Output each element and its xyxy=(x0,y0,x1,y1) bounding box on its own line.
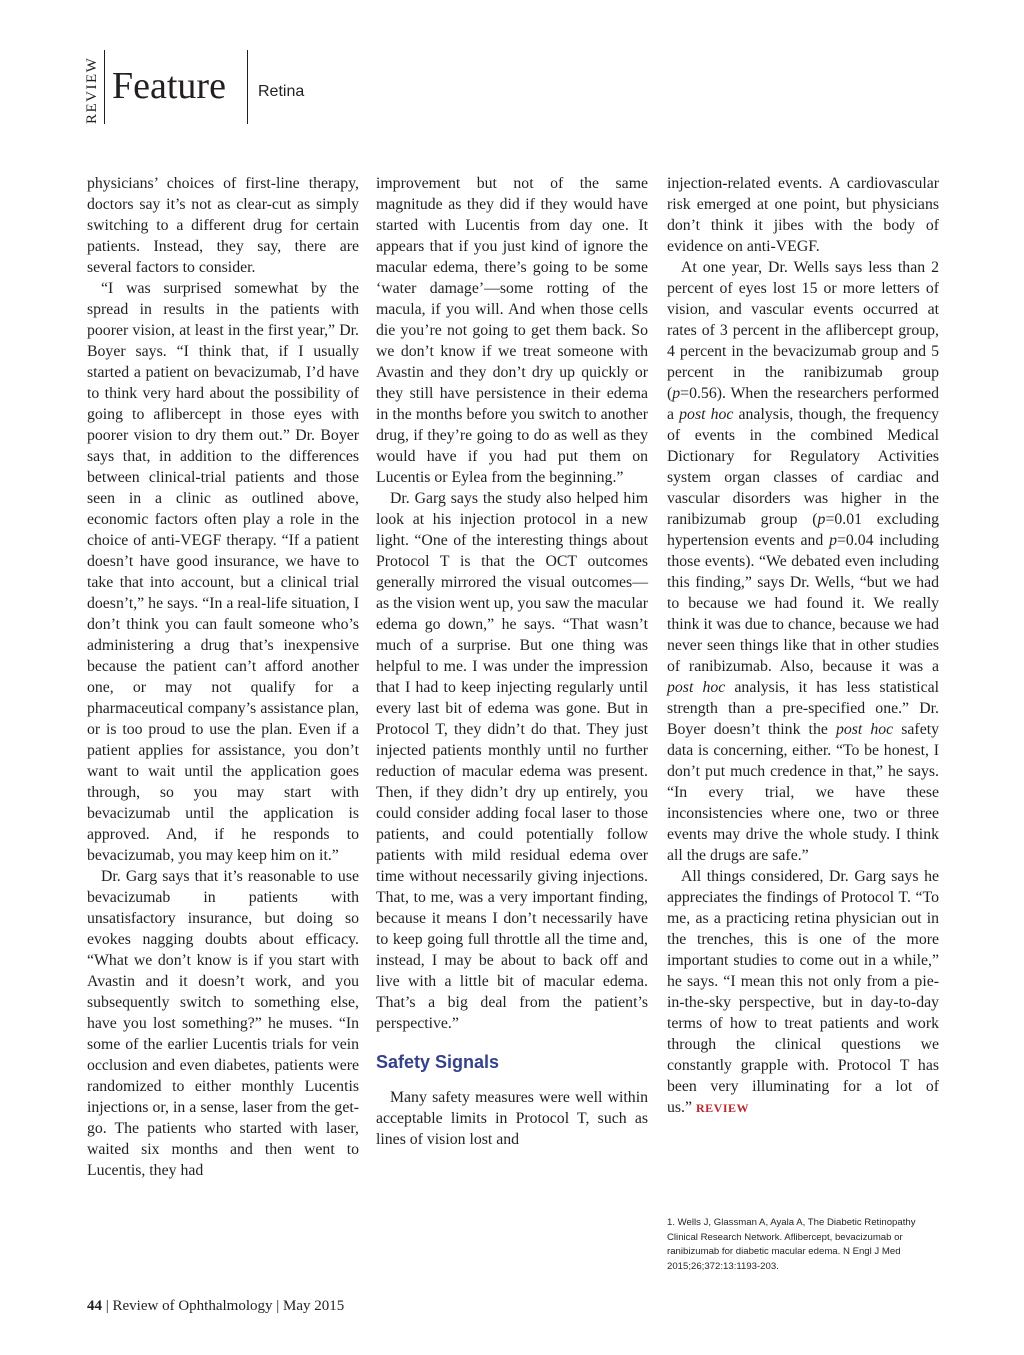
page-number: 44 xyxy=(87,1298,102,1314)
paragraph: Dr. Garg says that it’s reasonable to use bevacizumab in patients with unsatisfactory insurance, but doing so evokes nagging doubts about efficacy. “What we don’t know is if you start with Avastin and it doesn’t work, and you subsequently switch to something else, have you lost something?” he muses. “In some of the earlier Lucentis trials for vein occlusion and even diabetes, patients were randomized to either monthly Lucentis injections or, in a sense, laser from the get-go. The patients who started with laser, waited six months and then went to Lucentis, they had xyxy=(87,868,359,1179)
feature-title: Feature xyxy=(112,65,226,107)
end-mark: REVIEW xyxy=(696,1101,750,1115)
footer-separator: | xyxy=(276,1298,280,1314)
paragraph: Dr. Garg says the study also helped him look at his injection protocol in a new light. “One of the interesting things about Protocol T is that the OCT outcomes generally mirrored the visual outcomes—as the vision went up, you saw the macular edema go down,” he says. “That wasn’t much of a surprise. But one thing was helpful to me. I was under the impression that I had to keep injecting regularly until every last bit of edema was gone. But in Protocol T, they didn’t do that. They just injected patients monthly until no further reduction of macular edema was present. Then, if they didn’t dry up entirely, you could consider adding focal laser to those patients, and could potentially follow patients with mild residual edema over time without necessarily giving injections. That, to me, was a very important finding, because it means I don’t necessarily have to keep going full throttle all the time and, instead, I may be about to back off and live with a little bit of macular edema. That’s a big deal from the patient’s perspective.” xyxy=(376,490,648,1032)
publication-name: Review of Ophthalmology xyxy=(112,1298,273,1314)
paragraph: “I was surprised somewhat by the spread in results in the patients with poorer vision, at least in the first year,” Dr. Boyer says. “I think that, if I usually started a patient on bevacizumab, I’d have to think very hard about the possibility of going to aflibercept in those eyes with poorer vision to dry them out.” Dr. Boyer says that, in addition to the differences between clinical-trial patients and those seen in a clinic as outlined above, economic factors often play a role in the choice of anti-VEGF therapy. “If a patient doesn’t have good insurance, we have to take that into account, but a clinical trial doesn’t,” he says. “In a real-life situation, I don’t think you can fault someone who’s administering a drug that’s inexpensive because the patient can’t afford another one, or may not qualify for a pharmaceutical company’s assistance plan, or is too proud to use the plan. Even if a patient applies for assistance, you don’t want to wait until the application goes through, so you may start with bevacizumab until the application is approved. And, if he responds to bevacizumab, you may keep him on it.” xyxy=(87,280,359,864)
paragraph: injection-related events. A cardiovascular risk emerged at one point, but physicians don’t think it jibes with the body of evidence on anti-VEGF. xyxy=(667,175,939,255)
header-divider-right xyxy=(247,50,248,124)
issue-date: May 2015 xyxy=(283,1298,345,1314)
footer-separator: | xyxy=(105,1298,109,1314)
section-label: Retina xyxy=(258,83,305,100)
article-column-2 xyxy=(376,173,648,1150)
paragraph: Many safety measures were well within acceptable limits in Protocol T, such as lines of vision lost and xyxy=(376,1089,648,1148)
paragraph: All things considered, Dr. Garg says he appreciates the findings of Protocol T. “To me, as a practicing retina physician out in the trenches, this is one of the more important studies to come out in a while,” he says. “I mean this not only from a pie-in-the-sky perspective, but in day-to-day terms of how to treat patients and work through the clinical questions we constantly grapple with. Protocol T has been very illuminating for a lot of us.” REVIEW xyxy=(667,868,939,1116)
header-divider-left xyxy=(104,50,105,124)
paragraph: improvement but not of the same magnitude as they did if they would have started with Lucentis from day one. It appears that if you just kind of ignore the macular edema, there’s going to be some ‘water damage’—some rotting of the macula, if you will. And when those cells die you’re not going to get them back. So we don’t know if we treat someone with Avastin and they don’t dry up quickly or they still have persistence in their edema in the months before you switch to another drug, if they’re going to do as well as they would have if you had put them on Lucentis or Eylea from the beginning.” xyxy=(376,175,648,486)
article-column-3 xyxy=(667,173,939,1119)
page-footer xyxy=(87,1298,344,1315)
paragraph: physicians’ choices of first-line therapy, doctors say it’s not as clear-cut as simply switching to a different drug for certain patients. Instead, they say, there are several factors to consider. xyxy=(87,175,359,276)
article-column-1 xyxy=(87,173,359,1181)
magazine-vertical-label: REVIEW xyxy=(84,56,100,124)
paragraph: At one year, Dr. Wells says less than 2 percent of eyes lost 15 or more letters of vision, and vascular events occurred at rates of 3 percent in the aflibercept group, 4 percent in the bevacizumab group and 5 percent in the ranibizumab group (p=0.56). When the researchers performed a post hoc analysis, though, the frequency of events in the combined Medical Dictionary for Regulatory Activities system organ classes of cardiac and vascular disorders was higher in the ranibizumab group (p=0.01 excluding hypertension events and p=0.04 including those events). “We debated even including this finding,” says Dr. Wells, “but we had to because we had found it. We really think it was due to chance, because we had never seen things like that in other studies of ranibizumab. Also, because it was a post hoc analysis, it has less statistical strength than a pre-specified one.” Dr. Boyer doesn’t think the post hoc safety data is concerning, either. “To be honest, I don’t put much credence in that,” he says. “In every trial, we have these inconsistencies where one, two or three events may drive the whole study. I think all the drugs are safe.” xyxy=(667,259,940,864)
reference-note: 1. Wells J, Glassman A, Ayala A, The Diabetic Retinopathy Clinical Research Network. Aflibercept, bevacizumab or ranibizumab for diabetic macular edema. N Engl J Med 2015;26;372:13:1193-203. xyxy=(667,1217,916,1272)
subheading-safety-signals: Safety Signals xyxy=(376,1052,500,1072)
